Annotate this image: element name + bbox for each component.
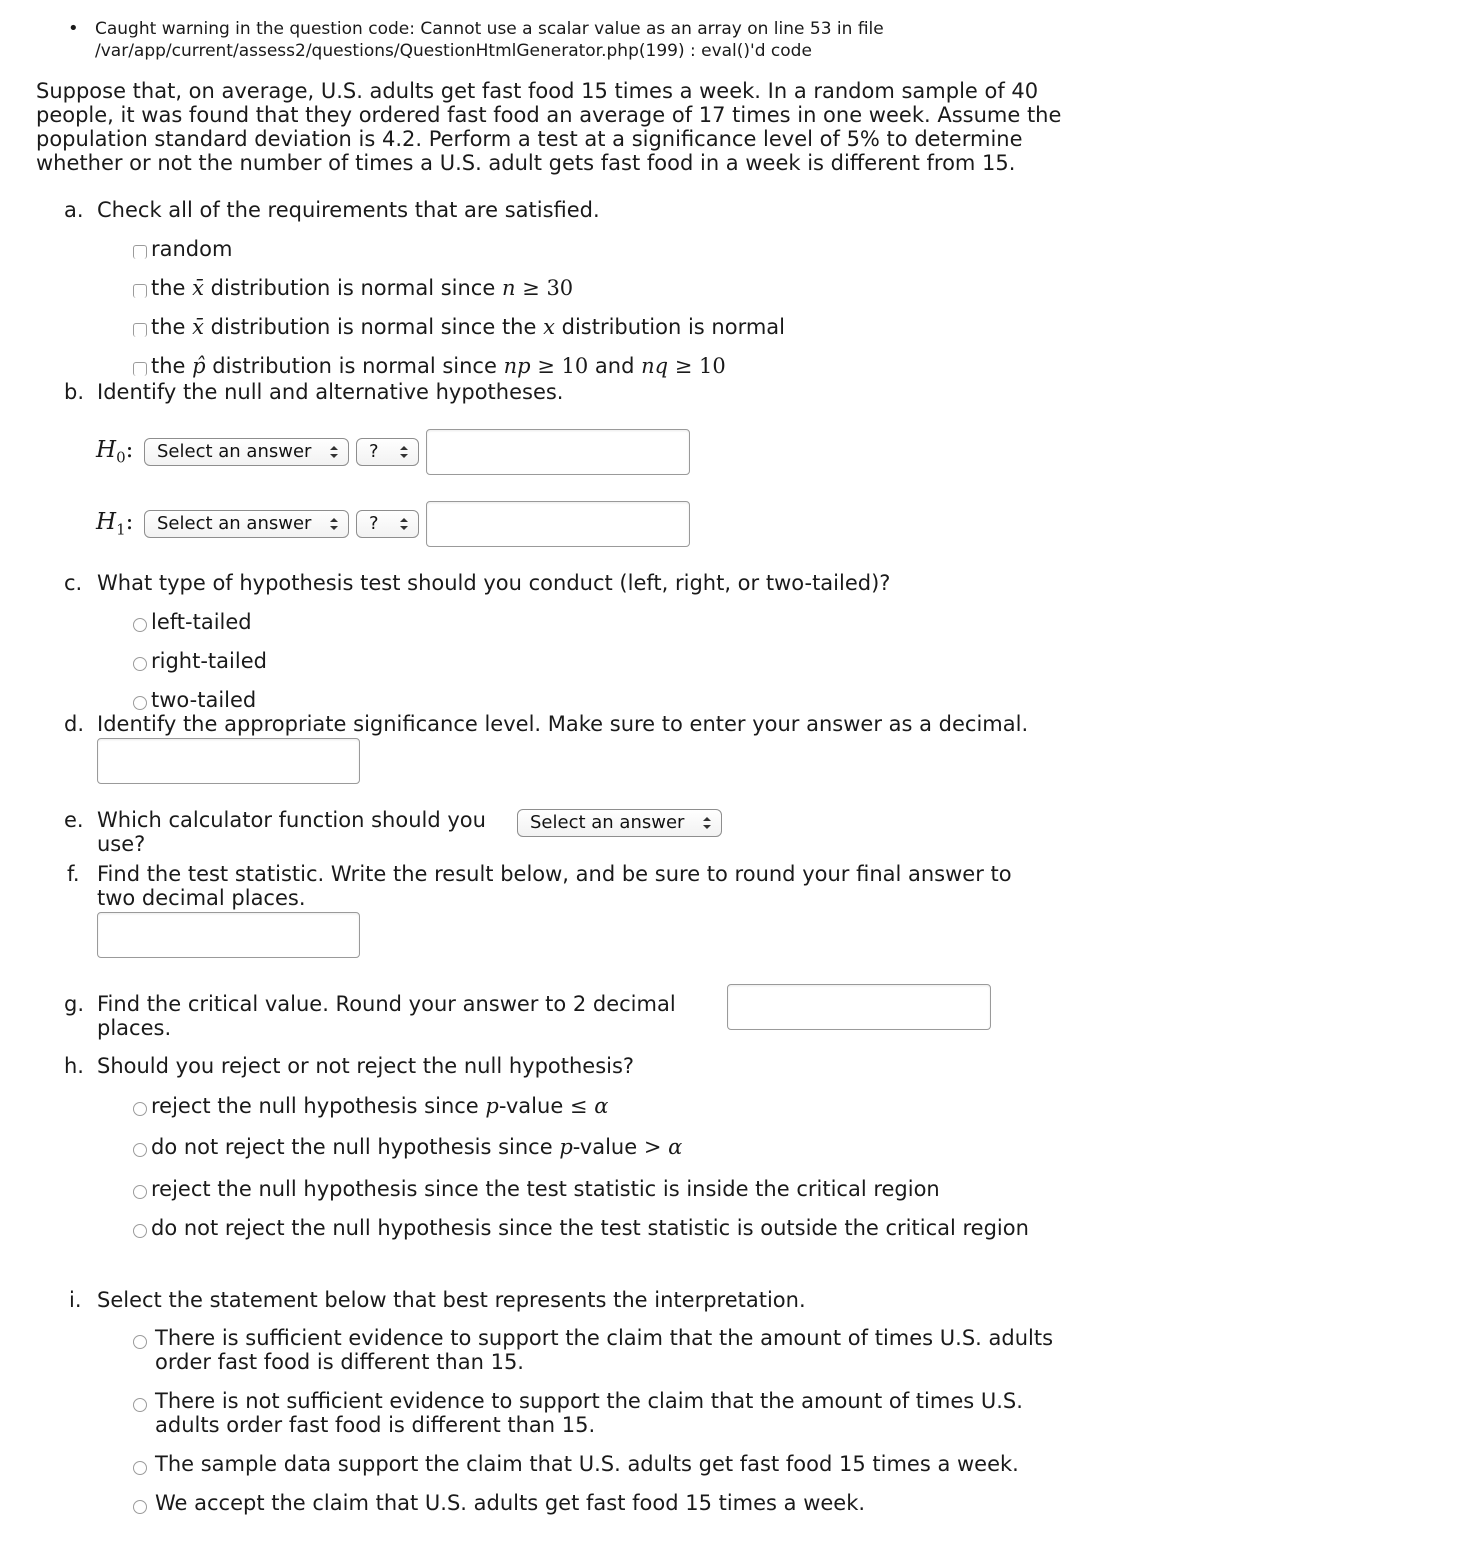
nq-symbol: nq (641, 354, 669, 378)
label-part: the (151, 276, 193, 300)
decision-reject-pvalue-option[interactable] (133, 1094, 608, 1118)
decision-not-reject-critical-radio[interactable] (133, 1224, 147, 1238)
select-arrows-icon (399, 517, 409, 531)
label-part: distribution is normal since the (203, 315, 544, 339)
decision-reject-pvalue-radio[interactable] (133, 1102, 147, 1116)
interpretation-label-1: There is sufficient evidence to support the claim that the amount of times U.S. adults order fast food is different than 15. (155, 1326, 1054, 1374)
interpretation-label-3: The sample data support the claim that U.S. adults get fast food 15 times a week. (155, 1452, 1019, 1476)
part-h-text: Should you reject or not reject the null hypothesis? (97, 1054, 635, 1078)
label-part: distribution is normal (554, 315, 785, 339)
h0-parameter-select-value: Select an answer (157, 441, 312, 462)
part-i-letter: i. (69, 1288, 82, 1312)
interpretation-option-4[interactable] (133, 1491, 1083, 1515)
part-d-letter: d. (64, 712, 85, 736)
n-symbol: n (501, 276, 516, 300)
part-f-prompt (64, 862, 1049, 910)
h1-value-input[interactable] (426, 501, 690, 547)
np-symbol: np (503, 354, 531, 378)
part-b-text: Identify the null and alternative hypotheses. (97, 380, 564, 404)
test-statistic-input[interactable] (97, 912, 360, 958)
part-e-prompt (64, 808, 524, 856)
xbar-symbol: x̄ (192, 315, 204, 339)
interpretation-label-2: There is not sufficient evidence to support the claim that the amount of times U.S. adults order fast food is different than 15. (155, 1389, 1023, 1437)
le-symbol: ≤ (569, 1094, 595, 1118)
select-arrows-icon (329, 445, 339, 459)
part-g-letter: g. (64, 992, 85, 1016)
label-part: -value (498, 1094, 570, 1118)
test-type-right-label: right-tailed (151, 649, 267, 673)
label-part: distribution is normal since (205, 354, 504, 378)
xbar-symbol: x̄ (192, 276, 204, 300)
req-random-option[interactable] (133, 237, 232, 261)
x-symbol: x (543, 315, 555, 339)
significance-level-input[interactable] (97, 738, 360, 784)
label-part: do not reject the null hypothesis since (151, 1135, 560, 1159)
h1-colon: : (125, 509, 134, 535)
part-a-letter: a. (64, 198, 84, 222)
interpretation-option-1[interactable] (133, 1326, 1083, 1374)
part-h-letter: h. (64, 1054, 84, 1078)
test-type-two-radio[interactable] (133, 696, 147, 710)
h1-subscript: 1 (116, 520, 126, 539)
part-c-prompt (64, 571, 1064, 595)
select-arrows-icon (399, 445, 409, 459)
label-part: and (588, 354, 642, 378)
p-symbol: p (559, 1135, 573, 1159)
interpretation-option-2[interactable] (133, 1389, 1083, 1437)
decision-not-reject-pvalue-radio[interactable] (133, 1143, 147, 1157)
warning-message (70, 18, 1450, 62)
test-type-right-radio[interactable] (133, 657, 147, 671)
h0-operator-select-value: ? (369, 441, 379, 462)
interpretation-label-4: We accept the claim that U.S. adults get fast food 15 times a week. (155, 1491, 866, 1515)
part-g-text: Find the critical value. Round your answer to 2 decimal places. (97, 992, 676, 1040)
req-xbar-n30-option[interactable] (133, 276, 573, 300)
number-30: 30 (546, 276, 574, 300)
label-part: distribution is normal since (203, 276, 502, 300)
part-f-letter: f. (67, 862, 80, 886)
h0-subscript: 0 (116, 448, 126, 467)
req-xbar-n30-checkbox[interactable] (133, 284, 147, 298)
part-e-letter: e. (64, 808, 84, 832)
h0-value-input[interactable] (426, 429, 690, 475)
test-type-left-label: left-tailed (151, 610, 252, 634)
part-h-prompt (64, 1054, 964, 1078)
part-a-text: Check all of the requirements that are satisfied. (97, 198, 600, 222)
h0-operator-select[interactable] (356, 438, 419, 466)
part-c-text: What type of hypothesis test should you conduct (left, right, or two-tailed)? (97, 571, 891, 595)
label-part: the (151, 315, 193, 339)
decision-not-reject-critical-label: do not reject the null hypothesis since the test statistic is outside the critical region (151, 1216, 1029, 1240)
interpretation-radio-1[interactable] (133, 1335, 147, 1349)
interpretation-option-3[interactable] (133, 1452, 1083, 1476)
select-arrows-icon (702, 816, 712, 830)
select-arrows-icon (329, 517, 339, 531)
decision-not-reject-pvalue-option[interactable] (133, 1135, 682, 1159)
calculator-function-select-value: Select an answer (530, 812, 685, 833)
part-g-prompt (64, 992, 734, 1040)
decision-reject-critical-label: reject the null hypothesis since the test statistic is inside the critical region (151, 1177, 940, 1201)
ge-symbol: ≥ (668, 354, 699, 378)
test-type-two-label: two-tailed (151, 688, 257, 712)
h0-colon: : (125, 437, 134, 463)
decision-not-reject-critical-option[interactable] (133, 1216, 1029, 1240)
interpretation-radio-3[interactable] (133, 1461, 147, 1475)
test-type-left-radio[interactable] (133, 618, 147, 632)
test-type-left-option[interactable] (133, 610, 252, 634)
part-f-text: Find the test statistic. Write the result below, and be sure to round your final answer to two decimal places. (97, 862, 1012, 910)
part-a-prompt (64, 198, 964, 222)
part-b-letter: b. (64, 380, 85, 404)
req-random-label: random (151, 237, 233, 261)
h1-parameter-select[interactable] (144, 510, 349, 538)
part-b-prompt (64, 380, 964, 404)
h0-parameter-select[interactable] (144, 438, 349, 466)
req-xbar-x-option[interactable] (133, 315, 785, 339)
alpha-symbol: α (668, 1135, 683, 1159)
decision-reject-critical-option[interactable] (133, 1177, 940, 1201)
h0-symbol: H (96, 437, 117, 463)
critical-value-input[interactable] (727, 984, 991, 1030)
part-i-text: Select the statement below that best represents the interpretation. (97, 1288, 806, 1312)
part-d-text: Identify the appropriate significance level. Make sure to enter your answer as a decimal. (97, 712, 1029, 736)
p-symbol: p (485, 1094, 499, 1118)
part-d-prompt (64, 712, 1164, 736)
h1-symbol: H (96, 509, 117, 535)
calculator-function-select[interactable] (517, 809, 722, 837)
decision-reject-critical-radio[interactable] (133, 1185, 147, 1199)
part-c-letter: c. (64, 571, 83, 595)
interpretation-radio-4[interactable] (133, 1500, 147, 1514)
alpha-symbol: α (594, 1094, 609, 1118)
phat-symbol: p̂ (192, 354, 206, 378)
gt-symbol: > (643, 1135, 669, 1159)
req-xbar-x-checkbox[interactable] (133, 323, 147, 337)
test-type-two-option[interactable] (133, 688, 256, 712)
ge-symbol: ≥ (530, 354, 562, 378)
h0-label (96, 436, 133, 472)
req-phat-checkbox[interactable] (133, 362, 147, 376)
h1-label (96, 508, 133, 544)
label-part: the (151, 354, 193, 378)
req-random-checkbox[interactable] (133, 245, 147, 259)
label-part: -value (572, 1135, 644, 1159)
test-type-right-option[interactable] (133, 649, 267, 673)
part-i-prompt (64, 1288, 964, 1312)
h1-parameter-select-value: Select an answer (157, 513, 312, 534)
number-10: 10 (561, 354, 589, 378)
interpretation-radio-2[interactable] (133, 1398, 147, 1412)
ge-symbol: ≥ (515, 276, 547, 300)
label-part: reject the null hypothesis since (151, 1094, 486, 1118)
h1-operator-select[interactable] (356, 510, 419, 538)
question-intro: Suppose that, on average, U.S. adults get fast food 15 times a week. In a random sample of 40 people, it was found that they ordered fast food an average of 17 times in one week. Assume the population standard deviation is 4.2. Perform a test at a significance level of 5% to determine whether or not the number of times a U.S. adult gets fast food in a week is different from 15. (36, 79, 1062, 175)
warning-bullet: • (68, 18, 79, 39)
h1-operator-select-value: ? (369, 513, 379, 534)
warning-text: Caught warning in the question code: Cannot use a scalar value as an array on line 53 in file /var/app/current/assess2/questions/QuestionHtmlGenerator.php(199) : eval()'d code (95, 19, 884, 61)
part-e-text: Which calculator function should you use? (97, 808, 486, 856)
req-phat-option[interactable] (133, 354, 726, 378)
number-10: 10 (699, 354, 726, 378)
